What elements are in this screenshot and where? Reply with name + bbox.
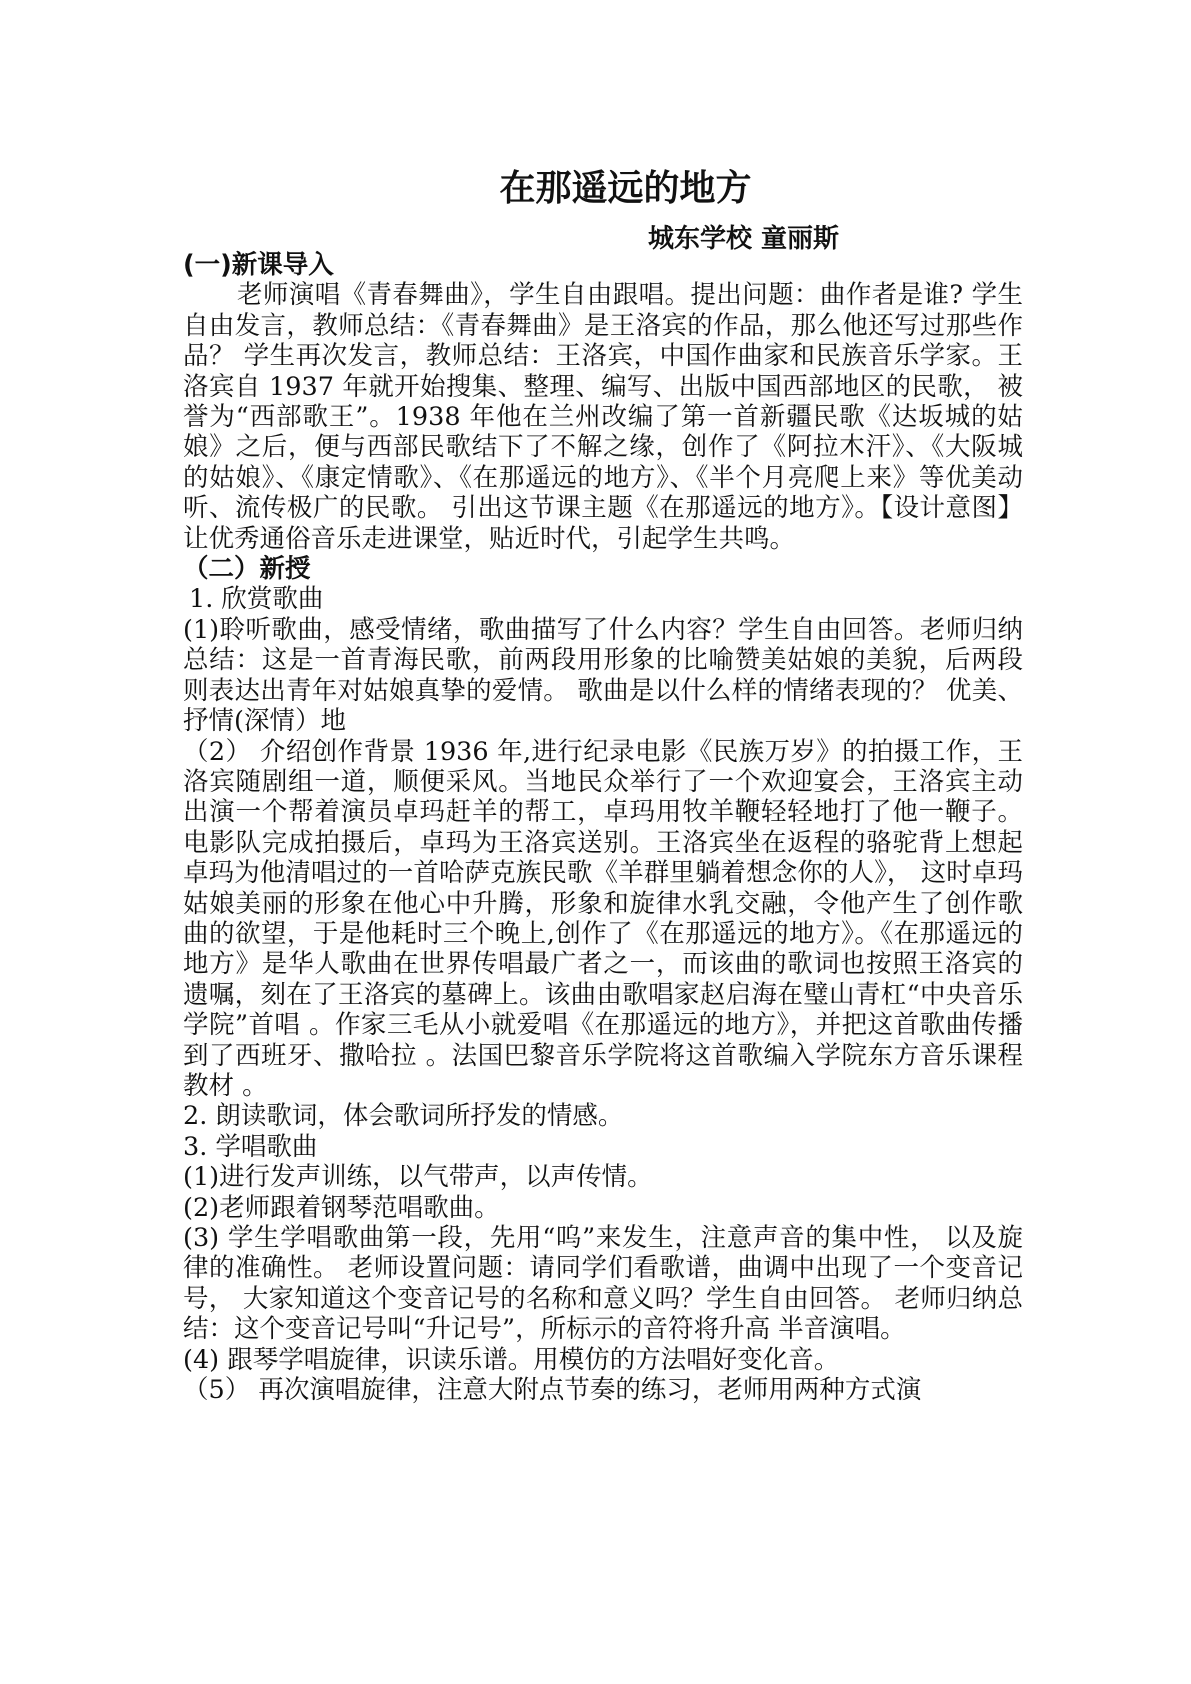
list-item: （5） 再次演唱旋律，注意大附点节奏的练习，老师用两种方式演 [183, 1375, 922, 1406]
list-item: 1. 欣赏歌曲 [189, 584, 324, 615]
document-title: 在那遥远的地方 [499, 168, 752, 209]
list-item: 3. 学唱歌曲 [183, 1131, 318, 1162]
paragraph: 老师演唱《青春舞曲》，学生自由跟唱。提出问题：曲作者是谁? 学生自由发言，教师总结：《青春舞曲》是王洛宾的作品，那么他还写过那些作品？ 学生再次发言，教师总结：王洛宾，中国作曲家和民族音乐学家。王洛宾自 1937 年就开始搜集、整理、编写、出版中国西部地区的民歌， 被誉为“西部歌王”。1938 年他在兰州改编了第一首新疆民歌《达坂城的姑娘》之后，便与西部民歌结下了不解之缘，创作了《阿拉木汗》、《大阪城的姑娘》、《康定情歌》、《在那遥远的地方》、《半个月亮爬上来》等优美动听、流传极广的民歌。 引出这节课主题《在那遥远的地方》。【设计意图】让优秀通俗音乐走进课堂，贴近时代，引起学生共鸣。 [183, 280, 1023, 554]
paragraph: (3) 学生学唱歌曲第一段，先用“呜”来发生，注意声音的集中性， 以及旋律的准确性。 老师设置问题：请同学们看歌谱，曲调中出现了一个变音记号， 大家知道这个变音记号的名称和意义吗？学生自由回答。 老师归纳总结：这个变音记号叫“升记号”，所标示的音符将升高 半音演唱。 [183, 1223, 1023, 1345]
list-item: 2. 朗读歌词，体会歌词所抒发的情感。 [183, 1101, 624, 1132]
list-item: (4) 跟琴学唱旋律，识读乐谱。用模仿的方法唱好变化音。 [183, 1344, 840, 1375]
paragraph: (1)聆听歌曲，感受情绪，歌曲描写了什么内容？学生自由回答。老师归纳总结：这是一首青海民歌，前两段用形象的比喻赞美姑娘的美貌，后两段则表达出青年对姑娘真挚的爱情。 歌曲是以什么样的情绪表现的？ 优美、抒情(深情）地 [183, 614, 1023, 737]
section-heading: (一)新课导入 [183, 250, 334, 280]
document-author: 城东学校 童丽斯 [648, 224, 840, 254]
document-body [183, 250, 1023, 1405]
list-item: (2)老师跟着钢琴范唱歌曲。 [183, 1192, 500, 1223]
section-heading: （二）新授 [183, 554, 311, 585]
paragraph: （2） 介绍创作背景 1936 年,进行纪录电影《民族万岁》的拍摄工作，王洛宾随剧组一道，顺便采风。当地民众举行了一个欢迎宴会，王洛宾主动出演一个帮着演员卓玛赶羊的帮工，卓玛用牧羊鞭轻轻地打了他一鞭子。电影队完成拍摄后，卓玛为王洛宾送别。王洛宾坐在返程的骆驼背上想起卓玛为他清唱过的一首哈萨克族民歌《羊群里躺着想念你的人》， 这时卓玛姑娘美丽的形象在他心中升腾，形象和旋律水乳交融，令他产生了创作歌曲的欲望，于是他耗时三个晚上,创作了《在那遥远的地方》。《在那遥远的地方》是华人歌曲在世界传唱最广者之一，而该曲的歌词也按照王洛宾的遗嘱，刻在了王洛宾的墓碑上。该曲由歌唱家赵启海在璧山青杠“中央音乐学院”首唱 。作家三毛从小就爱唱《在那遥远的地方》，并把这首歌曲传播到了西班牙、撒哈拉 。法国巴黎音乐学院将这首歌编入学院东方音乐课程教材 。 [183, 736, 1023, 1101]
list-item: (1)进行发声训练，以气带声，以声传情。 [183, 1162, 653, 1193]
